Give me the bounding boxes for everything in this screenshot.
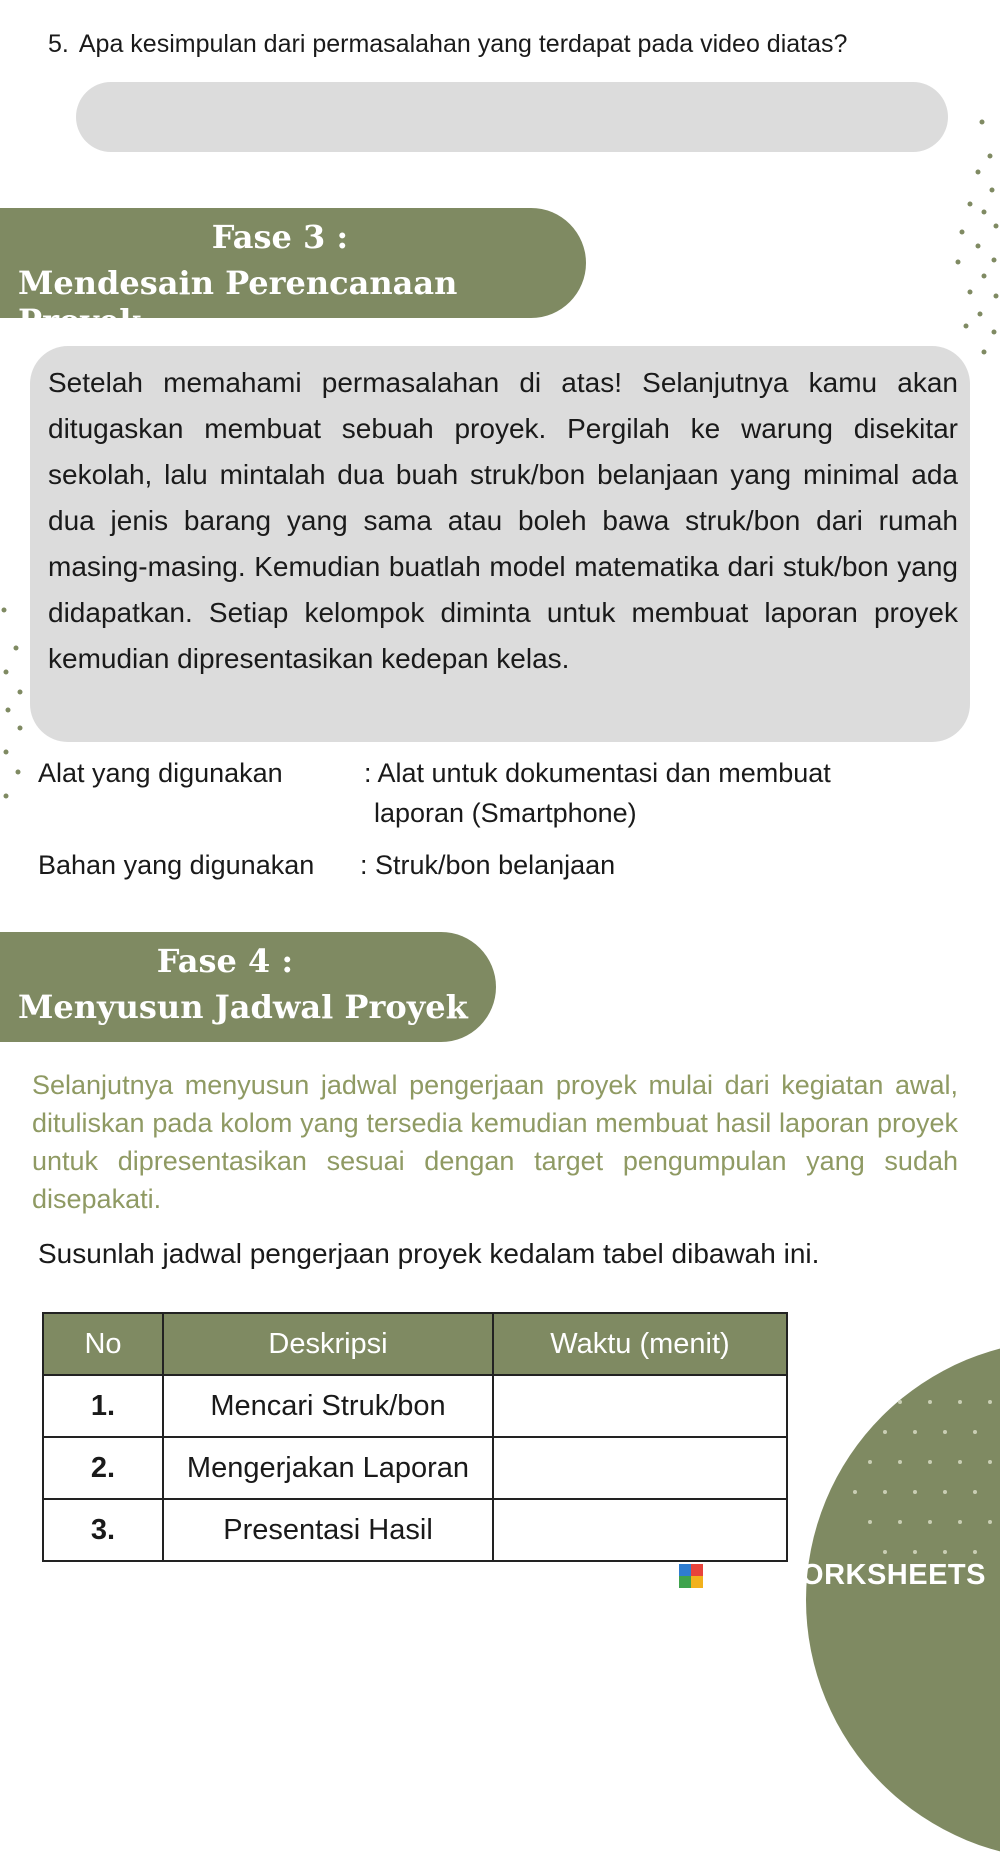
table-header-row bbox=[43, 1313, 787, 1375]
decorative-dots-left bbox=[0, 600, 34, 820]
table-row bbox=[43, 1499, 787, 1561]
task-instruction: Susunlah jadwal pengerjaan proyek kedalam tabel dibawah ini. bbox=[38, 1238, 820, 1269]
alat-label: Alat yang digunakan bbox=[38, 758, 283, 788]
answer-input-box[interactable] bbox=[76, 82, 948, 152]
instruction-box bbox=[30, 346, 970, 742]
phase-3-subtitle: Mendesain Perencanaan Proyek bbox=[18, 264, 458, 340]
row-time-input[interactable] bbox=[493, 1437, 787, 1499]
row-desc: Mencari Struk/bon bbox=[163, 1375, 493, 1437]
liveworksheets-logo-icon bbox=[679, 1564, 703, 1588]
instruction-text: Setelah memahami permasalahan di atas! Selanjutnya kamu akan ditugaskan membuat sebuah proyek. Pergilah ke warung disekitar sekolah, lalu mintalah dua buah struk/bon belanjaan yang minimal ada dua jenis barang yang sama atau boleh bawa struk/bon dari rumah masing-masing. Kemudian buatlah model matematika dari stuk/bon yang didapatkan. Setiap kelompok diminta untuk membuat laporan proyek kemudian dipresentasikan kedepan kelas. bbox=[48, 367, 958, 674]
row-no: 2. bbox=[43, 1437, 163, 1499]
header-deskripsi: Deskripsi bbox=[163, 1313, 493, 1375]
phase-3-banner bbox=[0, 208, 586, 340]
bahan-label: Bahan yang digunakan bbox=[38, 850, 315, 880]
row-desc: Presentasi Hasil bbox=[163, 1499, 493, 1561]
row-desc: Mengerjakan Laporan bbox=[163, 1437, 493, 1499]
phase-3-title: Fase 3 : bbox=[211, 218, 349, 256]
phase-4-subtitle: Menyusun Jadwal Proyek bbox=[18, 988, 468, 1026]
row-no: 3. bbox=[43, 1499, 163, 1561]
phase-4-title: Fase 4 : bbox=[156, 942, 294, 980]
schedule-description: Selanjutnya menyusun jadwal pengerjaan proyek mulai dari kegiatan awal, dituliskan pada kolom yang tersedia kemudian membuat hasil laporan proyek untuk dipresentasikan sesuai dengan target pengumpulan yang sudah disepakati. bbox=[32, 1070, 958, 1214]
schedule-table bbox=[42, 1312, 788, 1562]
row-time-input[interactable] bbox=[493, 1499, 787, 1561]
question-text: Apa kesimpulan dari permasalahan yang terdapat pada video diatas? bbox=[78, 30, 848, 58]
decorative-dots-right bbox=[940, 100, 1000, 360]
header-no: No bbox=[43, 1313, 163, 1375]
liveworksheets-watermark bbox=[679, 1559, 986, 1592]
alat-value-line2: laporan (Smartphone) bbox=[374, 798, 637, 828]
header-waktu: Waktu (menit) bbox=[493, 1313, 787, 1375]
watermark-text: LIVEWORKSHEETS bbox=[706, 1559, 986, 1591]
alat-value-line1: : Alat untuk dokumentasi dan membuat bbox=[364, 758, 831, 788]
bahan-value: : Struk/bon belanjaan bbox=[360, 850, 616, 880]
row-no: 1. bbox=[43, 1375, 163, 1437]
phase-4-banner bbox=[0, 932, 496, 1042]
question-5 bbox=[48, 30, 847, 59]
question-number: 5. bbox=[48, 30, 69, 58]
table-row bbox=[43, 1437, 787, 1499]
row-time-input[interactable] bbox=[493, 1375, 787, 1437]
table-row bbox=[43, 1375, 787, 1437]
